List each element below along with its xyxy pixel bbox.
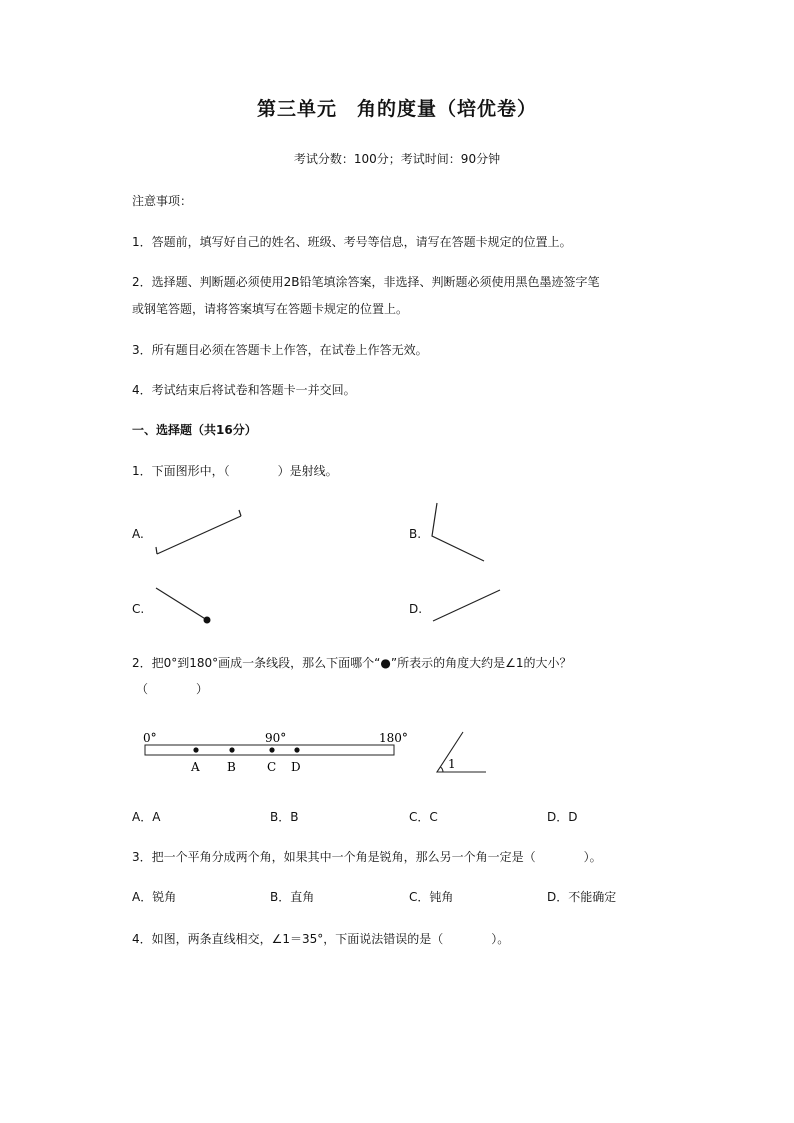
- ruler-point-b: [229, 747, 234, 752]
- ruler-point-a: [193, 747, 198, 752]
- ruler-label-0: 0°: [143, 731, 157, 745]
- notice-item-4: 4．考试结束后将试卷和答题卡一并交回。: [132, 383, 356, 397]
- notice-item-3: 3．所有题目必须在答题卡上作答，在试卷上作答无效。: [132, 343, 428, 357]
- notice-heading: 注意事项：: [132, 194, 193, 208]
- ray-shape: [156, 588, 211, 624]
- q2-option-b[interactable]: B．B: [270, 810, 299, 824]
- q1-figure-c: [150, 582, 220, 632]
- q1-option-b-label: B.: [409, 527, 422, 541]
- q2-option-a[interactable]: A．A: [132, 810, 161, 824]
- ruler-label-180: 180°: [379, 731, 408, 745]
- question-1-stem: 1．下面图形中，（ ）是射线。: [132, 464, 338, 478]
- q1-option-c-label: C.: [132, 602, 145, 616]
- q1-figure-a: [150, 505, 250, 561]
- q1-option-a-label: A.: [132, 527, 144, 541]
- line-segment-shape: [156, 510, 241, 554]
- angle-label-1: 1: [448, 757, 456, 771]
- ruler-point-label-d: D: [291, 760, 301, 774]
- ruler-point-label-c: C: [267, 760, 277, 774]
- question-2-stem: 2．把0°到180°画成一条线段，那么下面哪个“●”所表示的角度大约是∠1的大小？: [132, 656, 572, 670]
- q3-option-a[interactable]: A．锐角: [132, 890, 177, 904]
- notice-item-1: 1．答题前，填写好自己的姓名、班级、考号等信息，请写在答题卡规定的位置上。: [132, 235, 572, 249]
- section-heading-choice: 一、选择题（共16分）: [132, 423, 257, 437]
- q1-figure-b: [425, 500, 495, 566]
- ruler-point-label-a: A: [191, 760, 200, 774]
- notice-item-2-cont: 或钢笔答题，请将答案填写在答题卡规定的位置上。: [132, 302, 409, 316]
- straight-line-shape: [433, 590, 500, 621]
- ruler-point-d: [294, 747, 299, 752]
- question-4-stem: 4．如图，两条直线相交，∠1＝35°，下面说法错误的是（ ）。: [132, 932, 510, 946]
- q3-option-c[interactable]: C．钝角: [409, 890, 454, 904]
- q2-angle-figure: [430, 728, 492, 776]
- question-2-blank: （ ）: [136, 682, 209, 696]
- q1-figure-d: [425, 582, 510, 628]
- q3-option-d[interactable]: D．不能确定: [547, 890, 617, 904]
- exam-info: 考试分数：100分；考试时间：90分钟: [293, 152, 501, 166]
- q3-option-b[interactable]: B．直角: [270, 890, 315, 904]
- ruler-point-label-b: B: [227, 760, 236, 774]
- angle-rays: [437, 732, 486, 772]
- ruler-label-90: 90°: [265, 731, 287, 745]
- angle-shape: [432, 503, 484, 561]
- page-title: 第三单元 角的度量（培优卷）: [256, 98, 537, 120]
- ruler-point-c: [269, 747, 274, 752]
- q2-option-d[interactable]: D．D: [547, 810, 578, 824]
- angle-arc: [441, 767, 443, 772]
- notice-item-2: 2．选择题、判断题必须使用2B铅笔填涂答案，非选择、判断题必须使用黑色墨迹签字笔: [132, 275, 600, 289]
- q2-option-c[interactable]: C．C: [409, 810, 438, 824]
- question-3-stem: 3．把一个平角分成两个角，如果其中一个角是锐角，那么另一个角一定是（ ）。: [132, 850, 602, 864]
- q1-option-d-label: D.: [409, 602, 423, 616]
